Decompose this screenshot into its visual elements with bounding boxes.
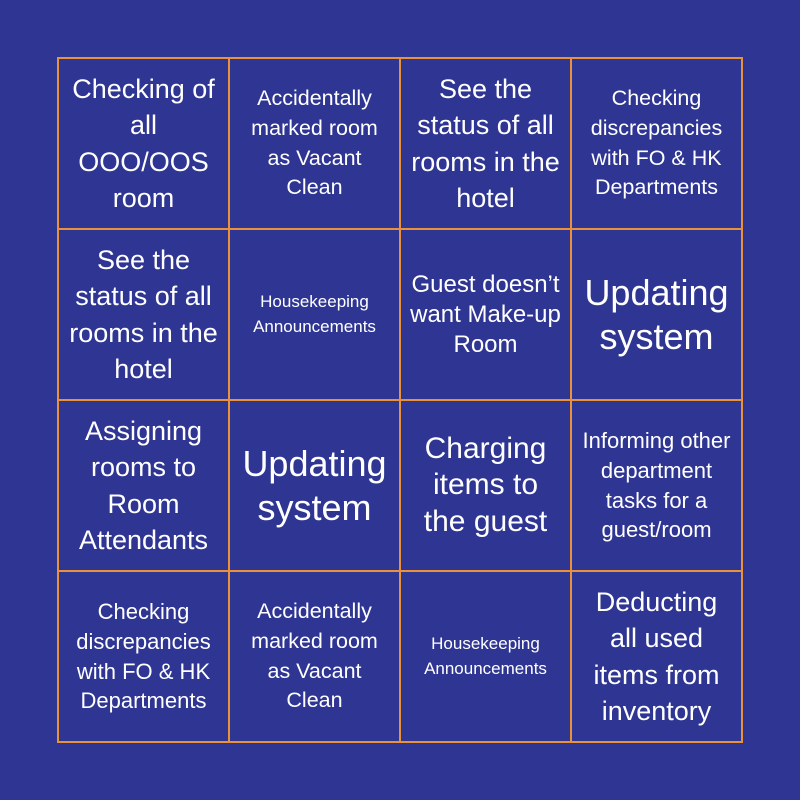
cell-text: Informing other department tasks for a guest/room [582, 427, 731, 543]
bingo-cell-r4c1[interactable] [58, 571, 229, 742]
bingo-cell-r2c2[interactable] [229, 229, 400, 400]
bingo-cell-r4c3[interactable] [400, 571, 571, 742]
bingo-cell-r1c1[interactable] [58, 58, 229, 229]
bingo-cell-r2c3[interactable] [400, 229, 571, 400]
cell-text: Housekeeping Announcements [253, 292, 376, 336]
cell-text: Housekeeping Announcements [424, 634, 547, 678]
bingo-cell-r2c1[interactable] [58, 229, 229, 400]
cell-text: Accidentally marked room as Vacant Clean [251, 86, 378, 200]
cell-text: See the status of all rooms in the hotel [411, 73, 560, 213]
bingo-cell-r2c4[interactable] [571, 229, 742, 400]
cell-text: See the status of all rooms in the hotel [69, 244, 218, 384]
cell-text: Guest doesn’t want Make-up Room [410, 270, 561, 358]
cell-text: Checking of all OOO/OOS room [72, 73, 215, 213]
cell-text: Updating system [242, 442, 387, 528]
cell-text: Assigning rooms to Room Attendants [78, 415, 209, 555]
bingo-cell-r1c4[interactable] [571, 58, 742, 229]
bingo-cell-r3c4[interactable] [571, 400, 742, 571]
cell-text: Charging items to the guest [423, 431, 548, 538]
cell-text: Deducting all used items from inventory [593, 586, 720, 726]
bingo-cell-r4c2[interactable] [229, 571, 400, 742]
bingo-grid [57, 57, 743, 743]
bingo-cell-r3c3[interactable] [400, 400, 571, 571]
cell-text: Checking discrepancies with FO & HK Departments [590, 86, 723, 200]
bingo-cell-r3c2[interactable] [229, 400, 400, 571]
bingo-cell-r3c1[interactable] [58, 400, 229, 571]
cell-text: Accidentally marked room as Vacant Clean [251, 599, 378, 713]
cell-text: Checking discrepancies with FO & HK Departments [76, 598, 211, 714]
bingo-cell-r1c3[interactable] [400, 58, 571, 229]
bingo-cell-r1c2[interactable] [229, 58, 400, 229]
bingo-cell-r4c4[interactable] [571, 571, 742, 742]
cell-text: Updating system [584, 271, 729, 357]
